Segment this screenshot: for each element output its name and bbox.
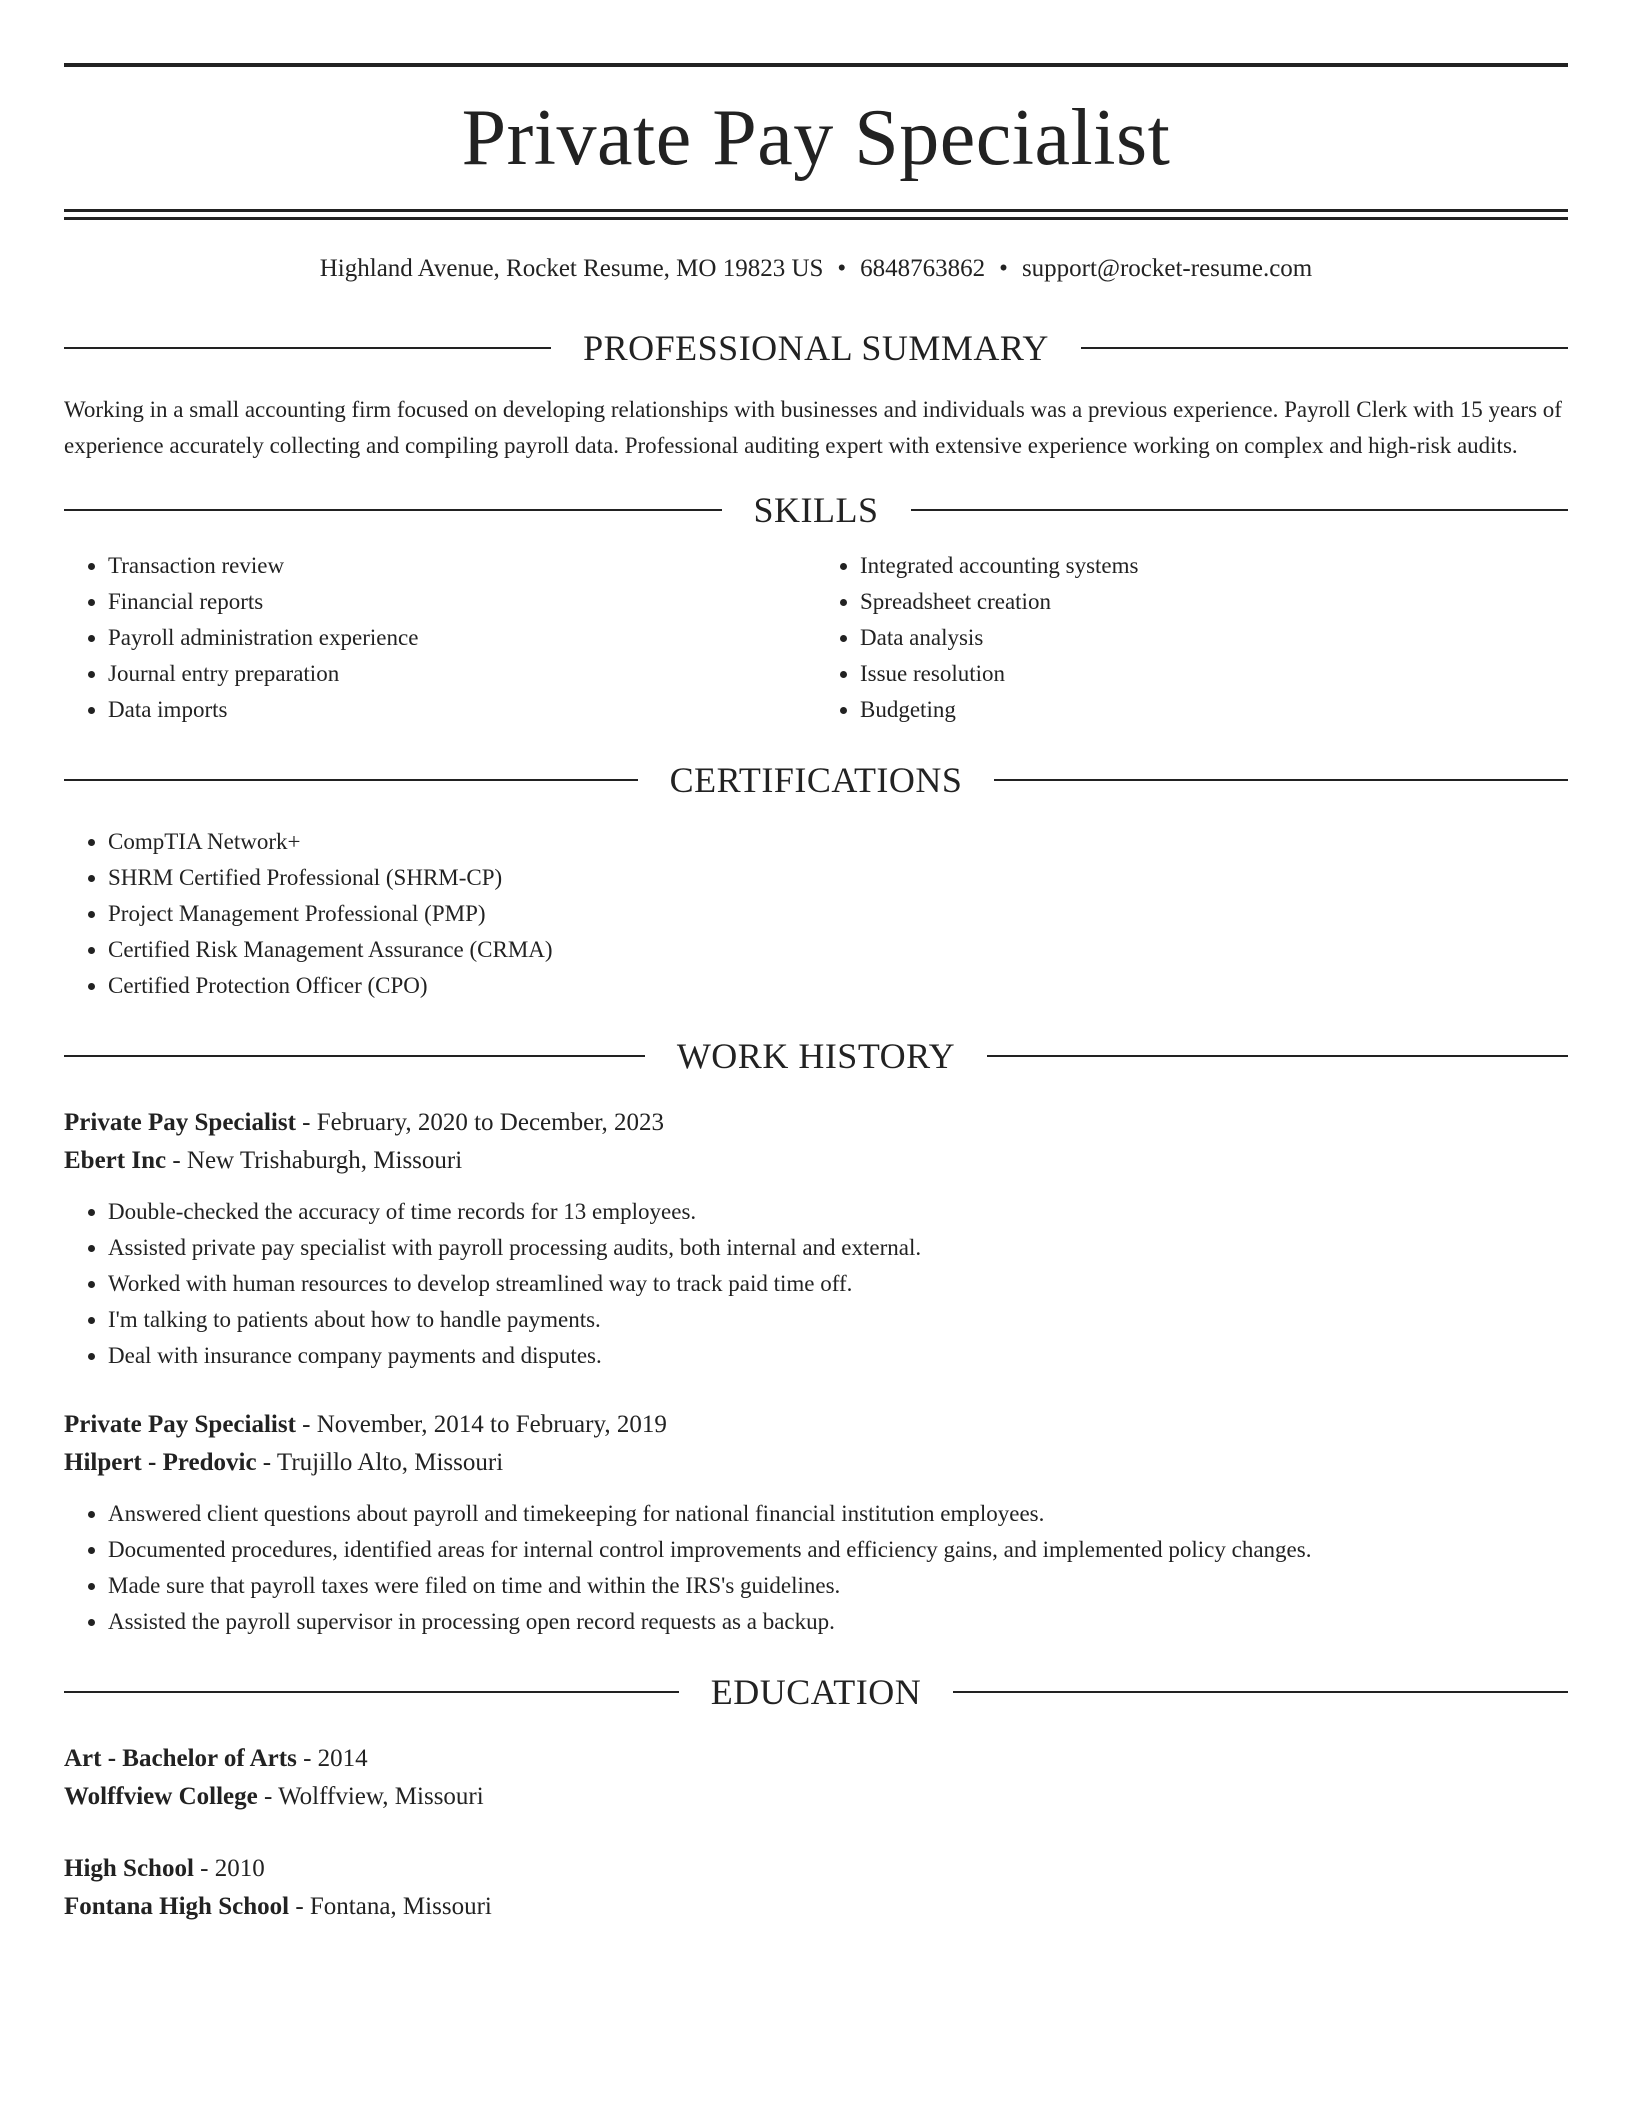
divider bbox=[994, 779, 1568, 781]
job-bullet: • Deal with insurance company payments and disputes. bbox=[108, 1338, 1568, 1374]
section-title: WORK HISTORY bbox=[676, 1036, 956, 1076]
job-bullet: • Documented procedures, identified areas for internal control improvements and efficiency gains, and implemented policy changes. bbox=[108, 1532, 1568, 1568]
summary-heading bbox=[64, 326, 1568, 370]
address: Highland Avenue, Rocket Resume, MO 19823 US bbox=[319, 255, 824, 282]
job-title: Private Pay Specialist bbox=[64, 1411, 296, 1438]
job-entry bbox=[64, 1406, 1568, 1640]
divider bbox=[64, 509, 722, 511]
job-dates: November, 2014 to February, 2019 bbox=[316, 1411, 667, 1438]
school-location: Wolffview, Missouri bbox=[278, 1783, 484, 1810]
divider bbox=[64, 779, 638, 781]
skill-item: • Integrated accounting systems bbox=[860, 548, 1568, 584]
divider bbox=[64, 1055, 645, 1057]
joiner: - bbox=[289, 1893, 310, 1920]
skills-column-right bbox=[816, 548, 1568, 728]
certification-item: • CompTIA Network+ bbox=[108, 824, 1568, 860]
skills-list bbox=[64, 548, 1568, 728]
divider bbox=[987, 1055, 1568, 1057]
contact-line bbox=[64, 252, 1568, 286]
joiner: - bbox=[295, 1109, 317, 1136]
divider bbox=[1081, 347, 1568, 349]
joiner: - bbox=[296, 1745, 318, 1772]
skill-item: • Financial reports bbox=[108, 584, 816, 620]
job-company-line bbox=[64, 1444, 1568, 1482]
joiner: - bbox=[256, 1449, 277, 1476]
job-title-line bbox=[64, 1104, 1568, 1142]
title-block bbox=[64, 67, 1568, 209]
school-name: Wolffview College bbox=[64, 1783, 258, 1810]
joiner: - bbox=[295, 1411, 317, 1438]
certification-item: • SHRM Certified Professional (SHRM-CP) bbox=[108, 860, 1568, 896]
company-name: Ebert Inc bbox=[64, 1147, 167, 1174]
job-title: Private Pay Specialist bbox=[64, 1109, 296, 1136]
job-company-line bbox=[64, 1142, 1568, 1180]
divider bbox=[64, 1691, 679, 1693]
graduation-year: 2010 bbox=[214, 1855, 265, 1882]
degree-line bbox=[64, 1850, 1568, 1888]
certifications-heading bbox=[64, 758, 1568, 802]
skill-item: • Transaction review bbox=[108, 548, 816, 584]
section-title: SKILLS bbox=[753, 490, 879, 530]
title-double-rule bbox=[64, 209, 1568, 220]
resume-title: Private Pay Specialist bbox=[461, 94, 1171, 182]
section-title: CERTIFICATIONS bbox=[669, 760, 963, 800]
skills-heading bbox=[64, 488, 1568, 532]
skill-item: • Spreadsheet creation bbox=[860, 584, 1568, 620]
section-title: EDUCATION bbox=[710, 1672, 922, 1712]
joiner: - bbox=[166, 1147, 187, 1174]
job-bullets bbox=[64, 1194, 1568, 1374]
job-bullet: • Double-checked the accuracy of time records for 13 employees. bbox=[108, 1194, 1568, 1230]
job-bullet: • Worked with human resources to develop streamlined way to track paid time off. bbox=[108, 1266, 1568, 1302]
divider bbox=[953, 1691, 1568, 1693]
job-bullet: • Assisted private pay specialist with payroll processing audits, both internal and external. bbox=[108, 1230, 1568, 1266]
job-entry bbox=[64, 1104, 1568, 1374]
certifications-list bbox=[64, 824, 1568, 1004]
education-heading bbox=[64, 1670, 1568, 1714]
job-bullet: • Answered client questions about payroll and timekeeping for national financial institution employees. bbox=[108, 1496, 1568, 1532]
school-location: Fontana, Missouri bbox=[309, 1893, 492, 1920]
education-entry bbox=[64, 1740, 1568, 1816]
job-bullet: • I'm talking to patients about how to handle payments. bbox=[108, 1302, 1568, 1338]
skill-item: • Journal entry preparation bbox=[108, 656, 816, 692]
joiner: - bbox=[257, 1783, 279, 1810]
education-entry bbox=[64, 1850, 1568, 1926]
joiner: - bbox=[193, 1855, 215, 1882]
skills-column-left bbox=[64, 548, 816, 728]
certification-item: • Certified Protection Officer (CPO) bbox=[108, 968, 1568, 1004]
separator-dot: • bbox=[999, 255, 1008, 282]
job-bullets bbox=[64, 1496, 1568, 1640]
job-bullet: • Made sure that payroll taxes were filed on time and within the IRS's guidelines. bbox=[108, 1568, 1568, 1604]
certification-item: • Certified Risk Management Assurance (CRMA) bbox=[108, 932, 1568, 968]
school-name: Fontana High School bbox=[64, 1893, 290, 1920]
separator-dot: • bbox=[837, 255, 847, 282]
phone: 6848763862 bbox=[860, 255, 986, 282]
job-dates: February, 2020 to December, 2023 bbox=[316, 1109, 665, 1136]
divider bbox=[911, 509, 1569, 511]
skill-item: • Payroll administration experience bbox=[108, 620, 816, 656]
divider bbox=[64, 347, 551, 349]
work-history-heading bbox=[64, 1034, 1568, 1078]
job-title-line bbox=[64, 1406, 1568, 1444]
school-line bbox=[64, 1778, 1568, 1816]
degree-line bbox=[64, 1740, 1568, 1778]
company-location: Trujillo Alto, Missouri bbox=[276, 1449, 504, 1476]
company-name: Hilpert - Predovic bbox=[64, 1449, 257, 1476]
graduation-year: 2014 bbox=[317, 1745, 368, 1772]
email: support@rocket-resume.com bbox=[1021, 255, 1313, 282]
summary-text: Working in a small accounting firm focused on developing relationships with businesses and individuals was a previous experience. Payroll Clerk with 15 years of experience accurately collecting and compiling payroll data. Professional auditing expert with extensive experience working on complex and high-risk audits. bbox=[64, 397, 1562, 458]
company-location: New Trishaburgh, Missouri bbox=[186, 1147, 463, 1174]
section-title: PROFESSIONAL SUMMARY bbox=[583, 328, 1049, 368]
school-line bbox=[64, 1888, 1568, 1926]
degree: Art - Bachelor of Arts bbox=[64, 1745, 297, 1772]
skill-item: • Data analysis bbox=[860, 620, 1568, 656]
degree: High School bbox=[64, 1855, 194, 1882]
skill-item: • Issue resolution bbox=[860, 656, 1568, 692]
skill-item: • Budgeting bbox=[860, 692, 1568, 728]
skill-item: • Data imports bbox=[108, 692, 816, 728]
job-bullet: • Assisted the payroll supervisor in processing open record requests as a backup. bbox=[108, 1604, 1568, 1640]
certification-item: • Project Management Professional (PMP) bbox=[108, 896, 1568, 932]
